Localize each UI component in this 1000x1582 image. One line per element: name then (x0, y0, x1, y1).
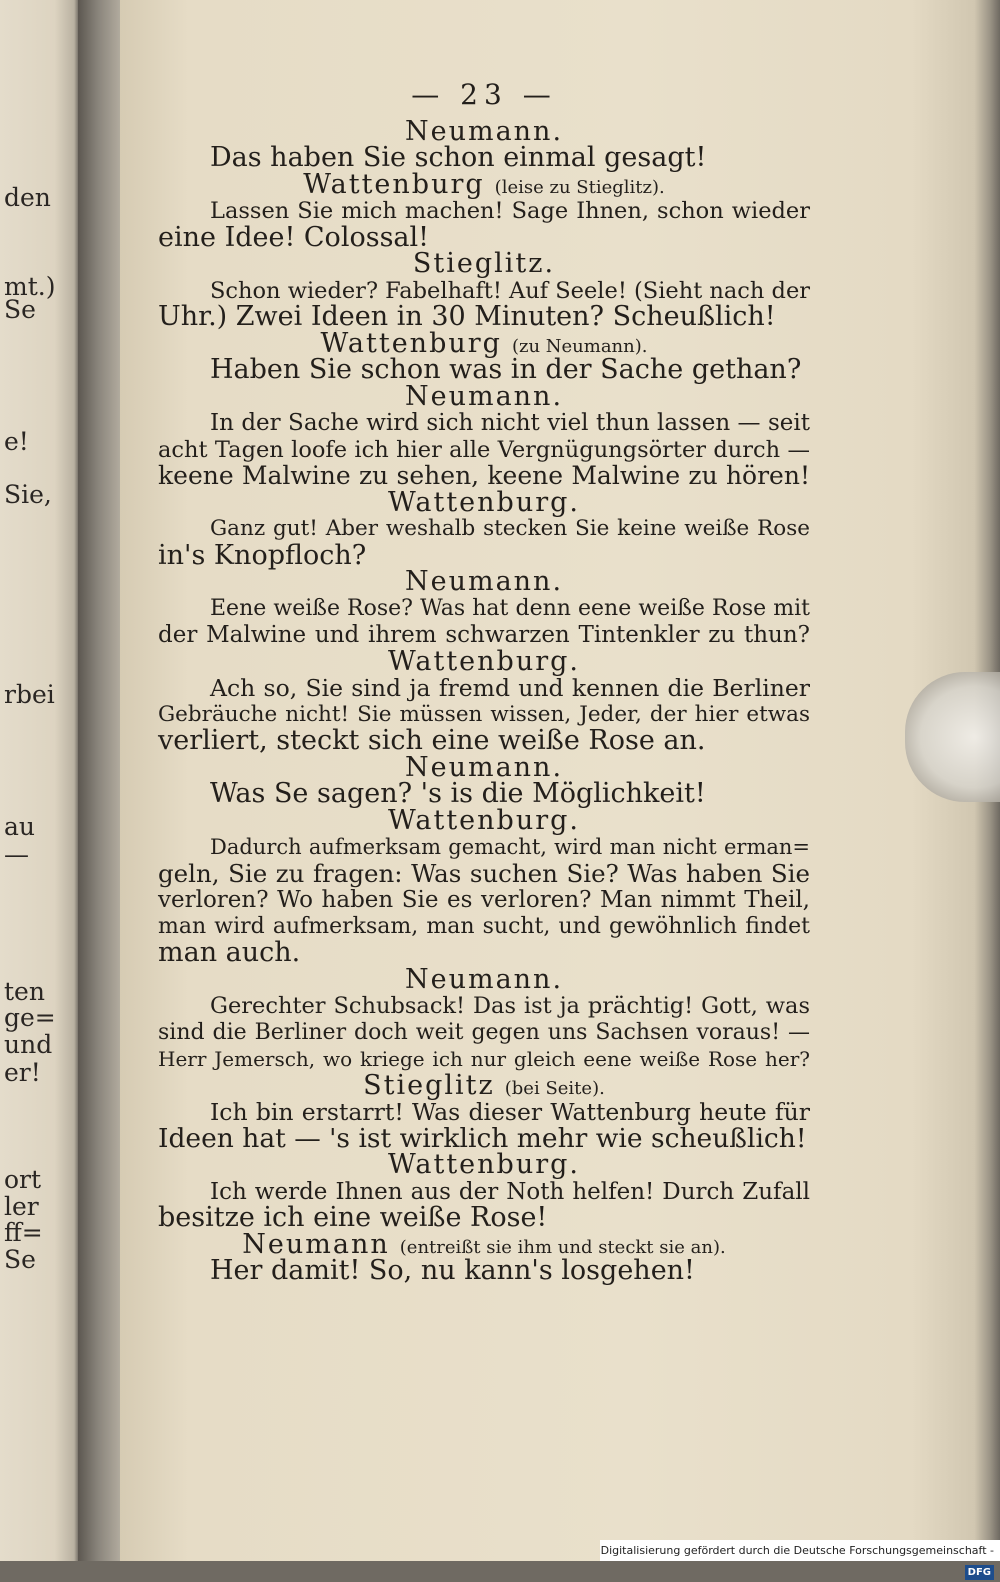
line-text: Lassen Sie mich machen! Sage Ihnen, schon wieder (210, 198, 810, 224)
stage-direction: (leise zu Stieglitz). (494, 176, 665, 198)
line-text: Ich bin erstarrt! Was dieser Wattenburg heute für (210, 1098, 810, 1126)
left-page-fragment: rbei (4, 680, 55, 709)
line-text: keene Malwine zu sehen, keene Malwine zu hören! (158, 461, 810, 490)
text-line (158, 437, 810, 464)
line-text: Wattenburg (303, 168, 485, 200)
text-line (158, 1255, 810, 1286)
line-text: Stieglitz (363, 1069, 495, 1101)
stage-direction: (zu Neumann). (511, 335, 648, 357)
line-text: Uhr.) Zwei Ideen in 30 Minuten? Scheußlich! (158, 301, 776, 332)
line-text: man wird aufmerksam, man sucht, und gewöhnlich findet (158, 913, 810, 939)
line-text: Was Se sagen? 's is die Möglichkeit! (210, 778, 706, 809)
line-text: Neumann. (404, 963, 564, 995)
speaker-name (158, 1069, 810, 1101)
line-text: Ideen hat — 's ist wirklich mehr wie scheußlich! (158, 1122, 807, 1154)
line-text: Herr Jemersch, wo kriege ich nur gleich eene weiße Rose her? (158, 1047, 810, 1071)
digitization-footer (600, 1540, 1000, 1578)
left-page-fragment: — (4, 840, 29, 869)
line-text: verliert, steckt sich eine weiße Rose an. (158, 725, 706, 756)
line-text: besitze ich eine weiße Rose! (158, 1202, 548, 1233)
page-number: — 23 — (411, 78, 557, 111)
left-page-fragment: ler (4, 1192, 39, 1221)
speaker-name (158, 248, 810, 279)
line-text: Eene weiße Rose? Was hat denn eene weiße Rose mit (210, 595, 810, 621)
left-page-fragment: ge= (4, 1003, 56, 1032)
speaker-name (158, 1149, 810, 1180)
text-line (158, 858, 810, 888)
text-line (158, 596, 810, 623)
left-page-fragment: ort (4, 1165, 42, 1194)
stage-direction: (bei Seite). (504, 1077, 605, 1099)
left-page-fragment: den (4, 183, 51, 212)
line-text: Das haben Sie schon einmal gesagt! (210, 142, 707, 173)
footer-text: Digitalisierung gefördert durch die Deutsche Forschungsgemeinschaft - (600, 1544, 994, 1557)
line-text: acht Tagen loofe ich hier alle Vergnügungsörter durch — (158, 436, 810, 463)
speaker-name (158, 566, 810, 597)
line-text: Schon wieder? Fabelhaft! Auf Seele! (Sieht nach der (210, 277, 811, 304)
text-lines (158, 115, 811, 1286)
left-page-fragment: e! (4, 427, 29, 456)
line-text: Ich werde Ihnen aus der Noth helfen! Durch Zufall (210, 1178, 810, 1205)
dfg-logo: DFG (965, 1565, 994, 1580)
text-line (158, 675, 810, 702)
left-page-fragment: er! (4, 1058, 41, 1087)
text-line (158, 1020, 810, 1047)
text-line (158, 410, 810, 437)
left-page (0, 0, 78, 1561)
stage-direction: (entreißt sie ihm und steckt sie an). (399, 1236, 726, 1258)
line-text: Gebräuche nicht! Sie müssen wissen, Jeder, der hier etwas (158, 701, 810, 727)
left-page-fragment: Se (4, 1245, 36, 1274)
left-page-fragment: und (4, 1030, 53, 1059)
line-text: Ach so, Sie sind ja fremd und kennen die Berliner (210, 674, 810, 702)
speaker-name (158, 380, 810, 412)
text-line (158, 834, 810, 861)
line-text: verloren? Wo haben Sie es verloren? Man nimmt Theil, (158, 887, 810, 913)
line-text: man auch. (158, 937, 301, 968)
line-text: eine Idee! Colossal! (158, 221, 430, 253)
line-text: In der Sache wird sich nicht viel thun lassen — seit (210, 410, 810, 436)
line-text: Gerechter Schubsack! Das ist ja prächtig! Gott, was (210, 993, 810, 1019)
line-text: geln, Sie zu fragen: Was suchen Sie? Was haben Sie (158, 858, 810, 888)
left-page-fragment: Se (4, 295, 36, 324)
line-text: Her damit! So, nu kann's losgehen! (210, 1255, 695, 1286)
line-text: Neumann. (404, 380, 564, 412)
line-text: Dadurch aufmerksam gemacht, wird man nicht erman= (210, 835, 810, 859)
line-text: Wattenburg. (387, 804, 580, 836)
left-page-fragment: ten (4, 977, 45, 1006)
line-text: Haben Sie schon was in der Sache gethan? (210, 354, 802, 385)
left-page-fragment: mt.) (4, 272, 56, 301)
speaker-name (158, 963, 810, 995)
line-text: Neumann. (404, 751, 564, 783)
line-text: der Malwine und ihrem schwarzen Tintenkler zu thun? (158, 622, 810, 648)
line-text: Wattenburg. (387, 486, 580, 518)
speaker-name (158, 645, 810, 677)
line-text: Wattenburg. (387, 1149, 580, 1180)
speaker-name (158, 486, 810, 518)
page-text (158, 78, 811, 1286)
line-text: in's Knopfloch? (158, 539, 367, 571)
text-line (158, 993, 810, 1020)
speaker-name (158, 804, 810, 836)
line-text: Stieglitz. (412, 248, 556, 279)
line-text: Wattenburg (320, 327, 502, 359)
line-text: Neumann. (404, 115, 564, 147)
left-page-fragment: au (4, 812, 36, 841)
line-text: Neumann. (404, 566, 564, 597)
speaker-name (158, 168, 810, 200)
left-page-fragment: ff= (4, 1218, 43, 1247)
left-page-fragment: Sie, (4, 480, 52, 509)
line-text: sind die Berliner doch weit gegen uns Sachsen voraus! — (158, 1019, 810, 1045)
line-text: Wattenburg. (387, 645, 580, 677)
line-text: Neumann (242, 1228, 390, 1260)
text-line (158, 887, 810, 914)
line-text: Ganz gut! Aber weshalb stecken Sie keine weiße Rose (210, 516, 810, 541)
